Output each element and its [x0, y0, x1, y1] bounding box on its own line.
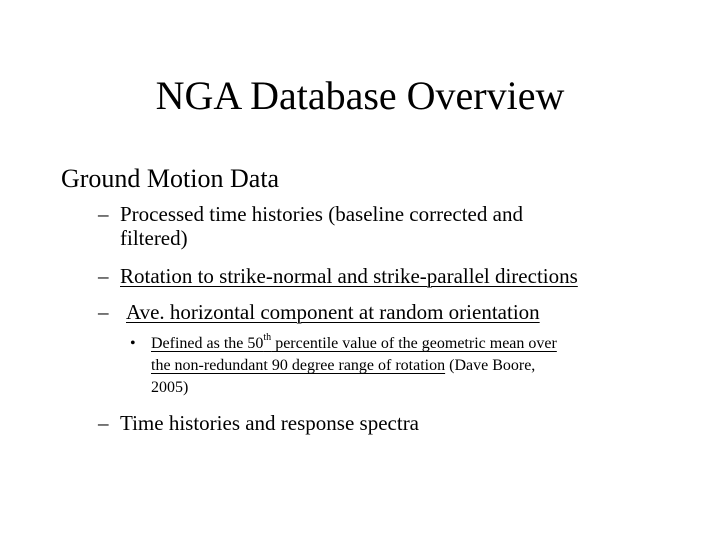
list-item-time-histories-response-spectra: [98, 411, 658, 437]
sub-bullet-text: [151, 333, 671, 399]
sub-bullet-part2: percentile value of the geometric mean over: [271, 335, 557, 352]
list-item-rotation: [98, 264, 658, 290]
list-item-text-line1: Processed time histories (baseline corrected and: [120, 202, 523, 226]
sub-bullet-part1-a: Defined as the 50: [151, 335, 264, 352]
slide-title: NGA Database Overview: [155, 73, 565, 118]
list-item-text: [120, 202, 620, 250]
dash-marker: –: [98, 300, 109, 324]
list-item-text: Time histories and response spectra: [120, 411, 420, 435]
list-item-text: Rotation to strike-normal and strike-parallel directions: [120, 264, 578, 288]
bullet-marker: •: [130, 335, 136, 352]
list-item-text-line2: filtered): [120, 226, 188, 250]
dash-marker: –: [98, 202, 109, 226]
list-item-ave-horizontal: [98, 300, 658, 326]
sub-bullet-part5: 2005): [151, 379, 189, 396]
dash-marker: –: [98, 411, 109, 435]
sub-bullet-part3: the non-redundant 90 degree range of rotation: [151, 357, 446, 374]
section-heading: Ground Motion Data: [61, 164, 280, 193]
sub-bullet-part1: [151, 331, 557, 352]
dash-marker: –: [98, 264, 109, 288]
sub-bullet-superscript: th: [263, 331, 272, 343]
list-item-processed-time-histories: [98, 202, 658, 254]
list-item-text: Ave. horizontal component at random orientation: [126, 300, 540, 324]
sub-bullet-part4: (Dave Boore,: [445, 357, 536, 374]
